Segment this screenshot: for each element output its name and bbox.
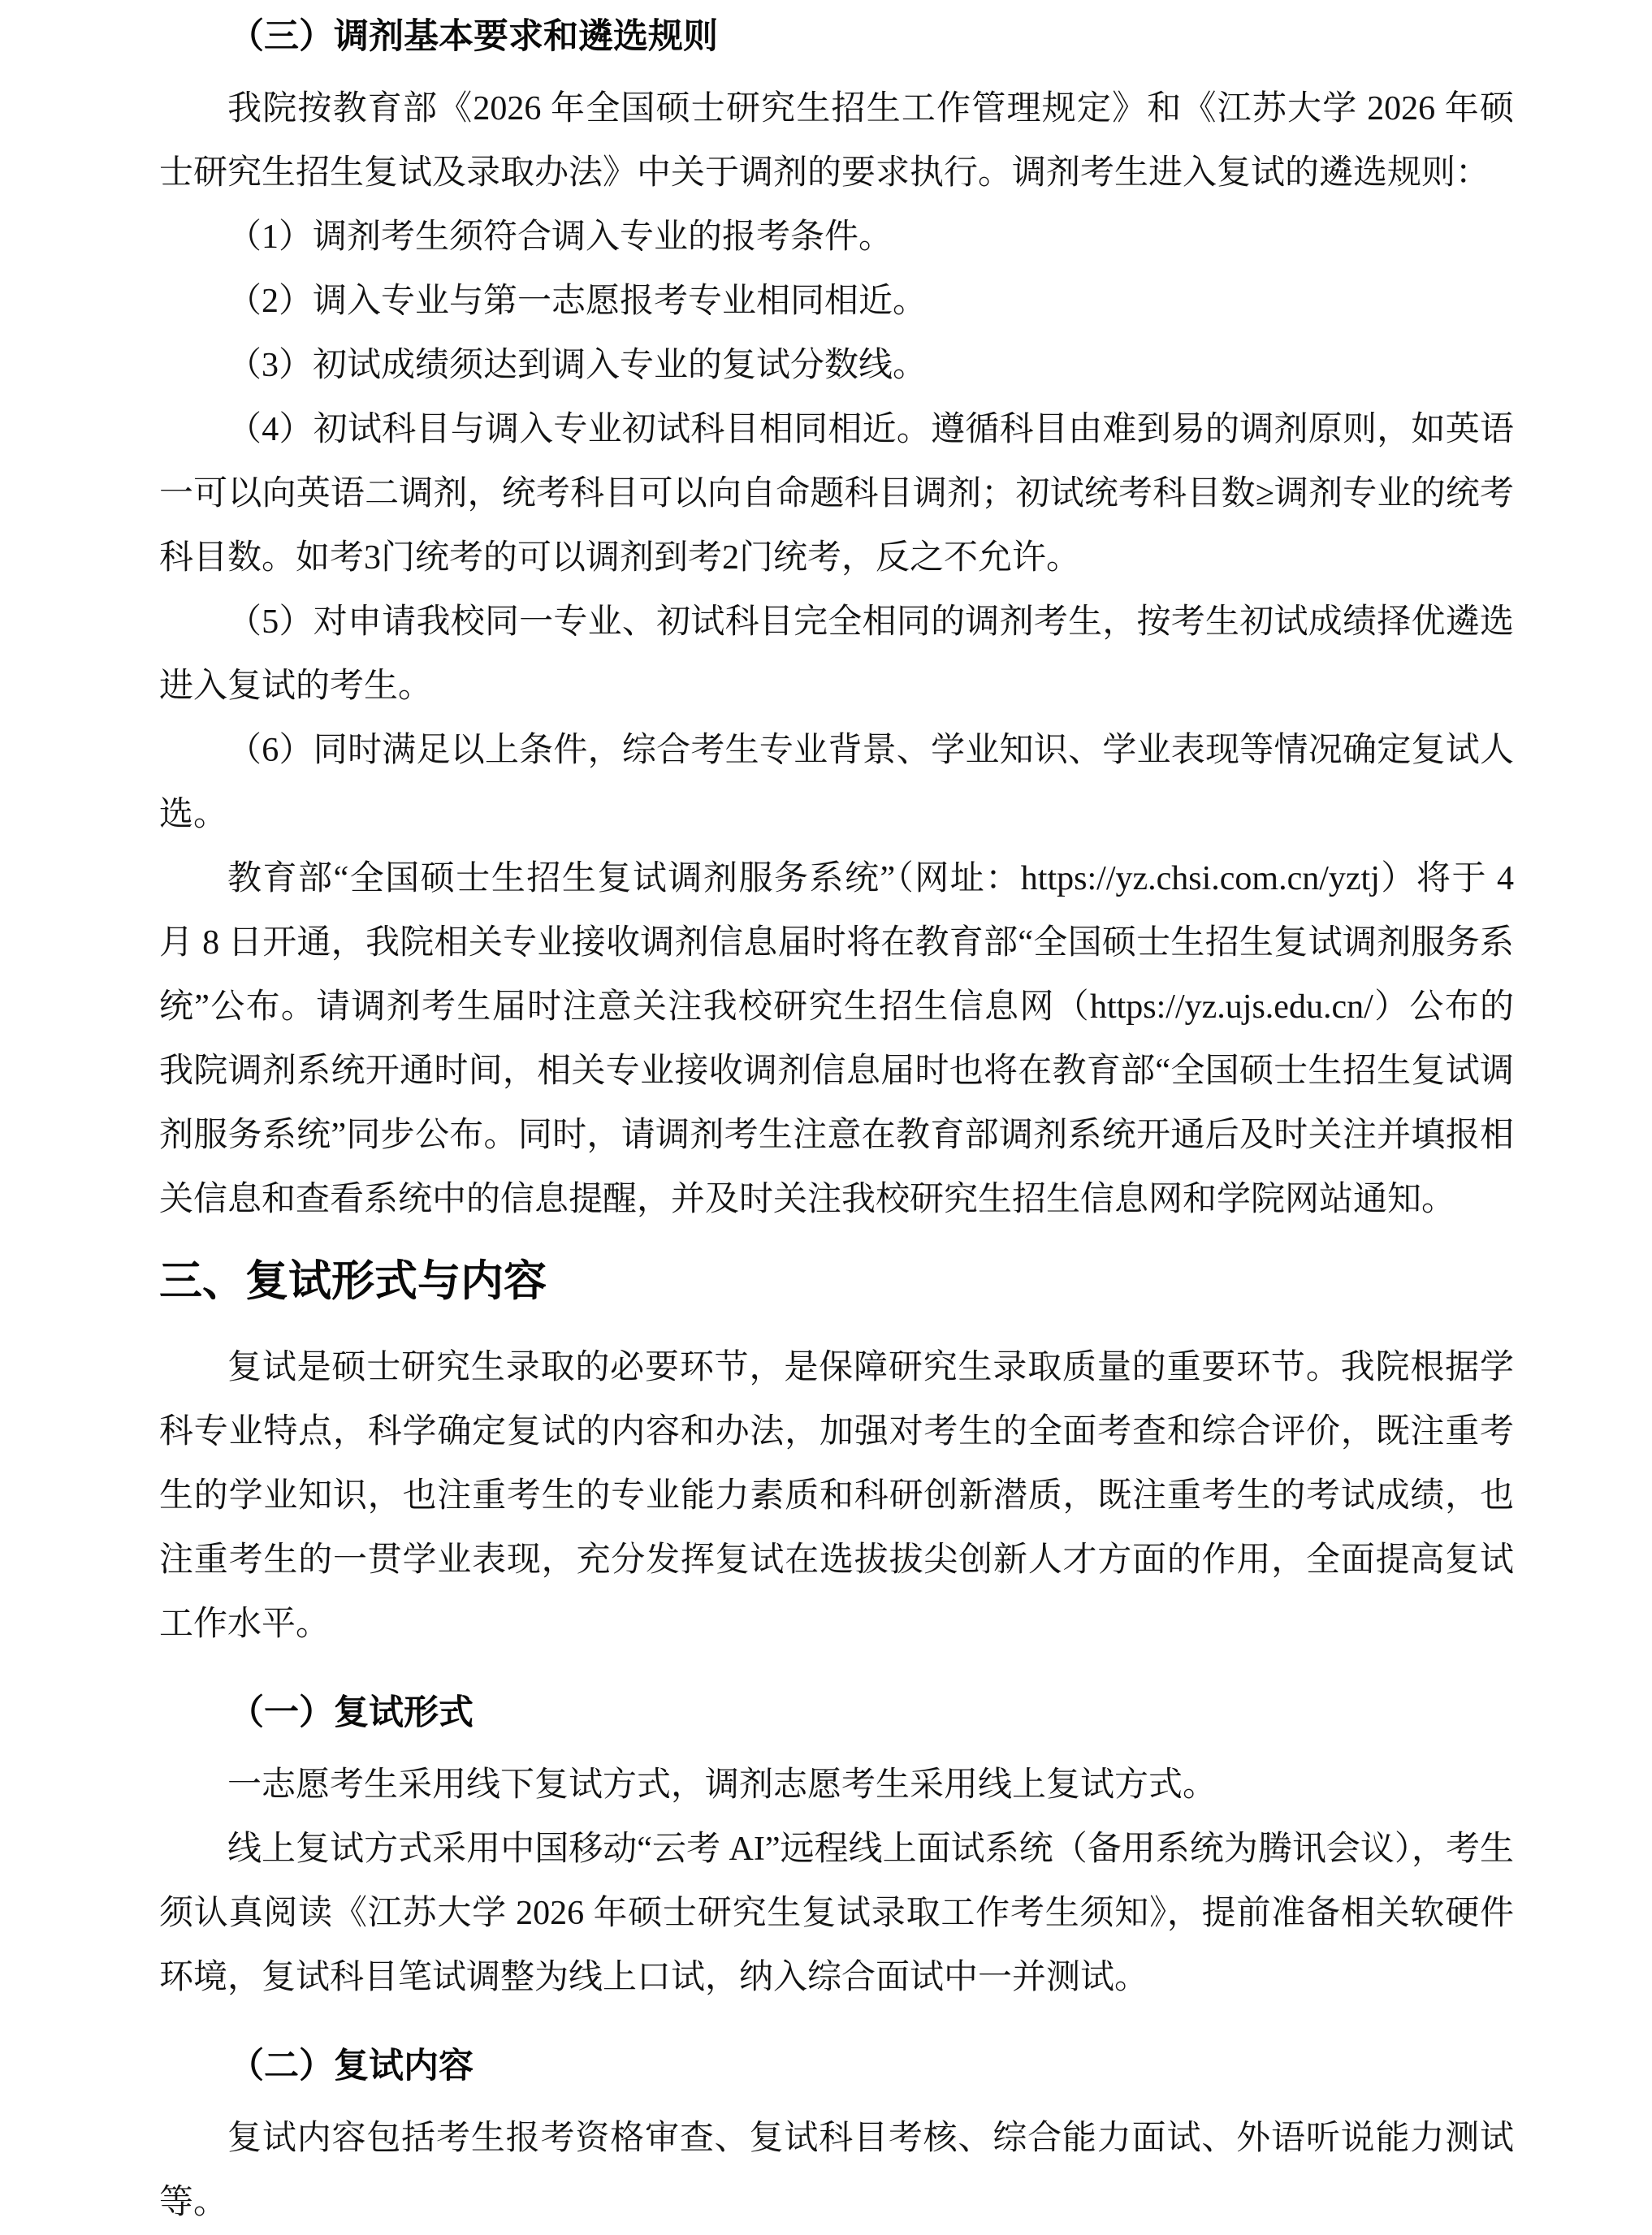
body-paragraph: （2）调入专业与第一志愿报考专业相同相近。	[227, 283, 928, 320]
chapter-heading: 三、复试形式与内容	[159, 1257, 547, 1305]
body-paragraph: 复试是硕士研究生录取的必要环节，是保障研究生录取质量的重要环节。我院根据学科专业特点，科学确定复试的内容和办法，加强对考生的全面考查和综合评价，既注重考生的学业知识，也注重考生的专业能力素质和科研创新潜质，既注重考生的考试成绩，也注重考生的一贯学业表现，充分发挥复试在选拔拔尖创新人才方面的作用，全面提高复试工作水平。	[159, 1349, 1514, 1643]
body-paragraph: 我院按教育部《2026 年全国硕士研究生招生工作管理规定》和《江苏大学 2026 年硕士研究生招生复试及录取办法》中关于调剂的要求执行。调剂考生进入复试的遴选规则：	[159, 90, 1514, 192]
section-heading: （二）复试内容	[229, 2047, 474, 2086]
body-paragraph: 复试内容包括考生报考资格审查、复试科目考核、综合能力面试、外语听说能力测试等。	[159, 2120, 1514, 2221]
section-heading: （一）复试形式	[229, 1693, 474, 1732]
body-paragraph: 一志愿考生采用线下复试方式，调剂志愿考生采用线上复试方式。	[227, 1766, 1217, 1804]
section-heading: （三）调剂基本要求和遴选规则	[229, 17, 718, 56]
body-paragraph: （6）同时满足以上条件，综合考生专业背景、学业知识、学业表现等情况确定复试人选。	[159, 732, 1514, 833]
body-paragraph: （4）初试科目与调入专业初试科目相同相近。遵循科目由难到易的调剂原则，如英语一可以向英语二调剂，统考科目可以向自命题科目调剂；初试统考科目数≥调剂专业的统考科目数。如考3门统考的可以调剂到考2门统考，反之不允许。	[159, 411, 1514, 577]
body-paragraph: 线上复试方式采用中国移动“云考 AI”远程线上面试系统（备用系统为腾讯会议），考生须认真阅读《江苏大学 2026 年硕士研究生复试录取工作考生须知》，提前准备相关软硬件环境，复试科目笔试调整为线上口试，纳入综合面试中一并测试。	[159, 1831, 1514, 1996]
body-paragraph: （1）调剂考生须符合调入专业的报考条件。	[227, 218, 893, 256]
body-paragraph: （3）初试成绩须达到调入专业的复试分数线。	[227, 347, 928, 384]
body-paragraph: （5）对申请我校同一专业、初试科目完全相同的调剂考生，按考生初试成绩择优遴选进入复试的考生。	[159, 603, 1514, 705]
body-paragraph: 教育部“全国硕士生招生复试调剂服务系统”（网址：https://yz.chsi.com.cn/yztj）将于 4 月 8 日开通，我院相关专业接收调剂信息届时将在教育部“全国硕士生招生复试调剂服务系统”公布。请调剂考生届时注意关注我校研究生招生信息网（https://yz.ujs.edu.cn/）公布的我院调剂系统开通时间，相关专业接收调剂信息届时也将在教育部“全国硕士生招生复试调剂服务系统”同步公布。同时，请调剂考生注意在教育部调剂系统开通后及时关注并填报相关信息和查看系统中的信息提醒，并及时关注我校研究生招生信息网和学院网站通知。	[159, 860, 1514, 1218]
